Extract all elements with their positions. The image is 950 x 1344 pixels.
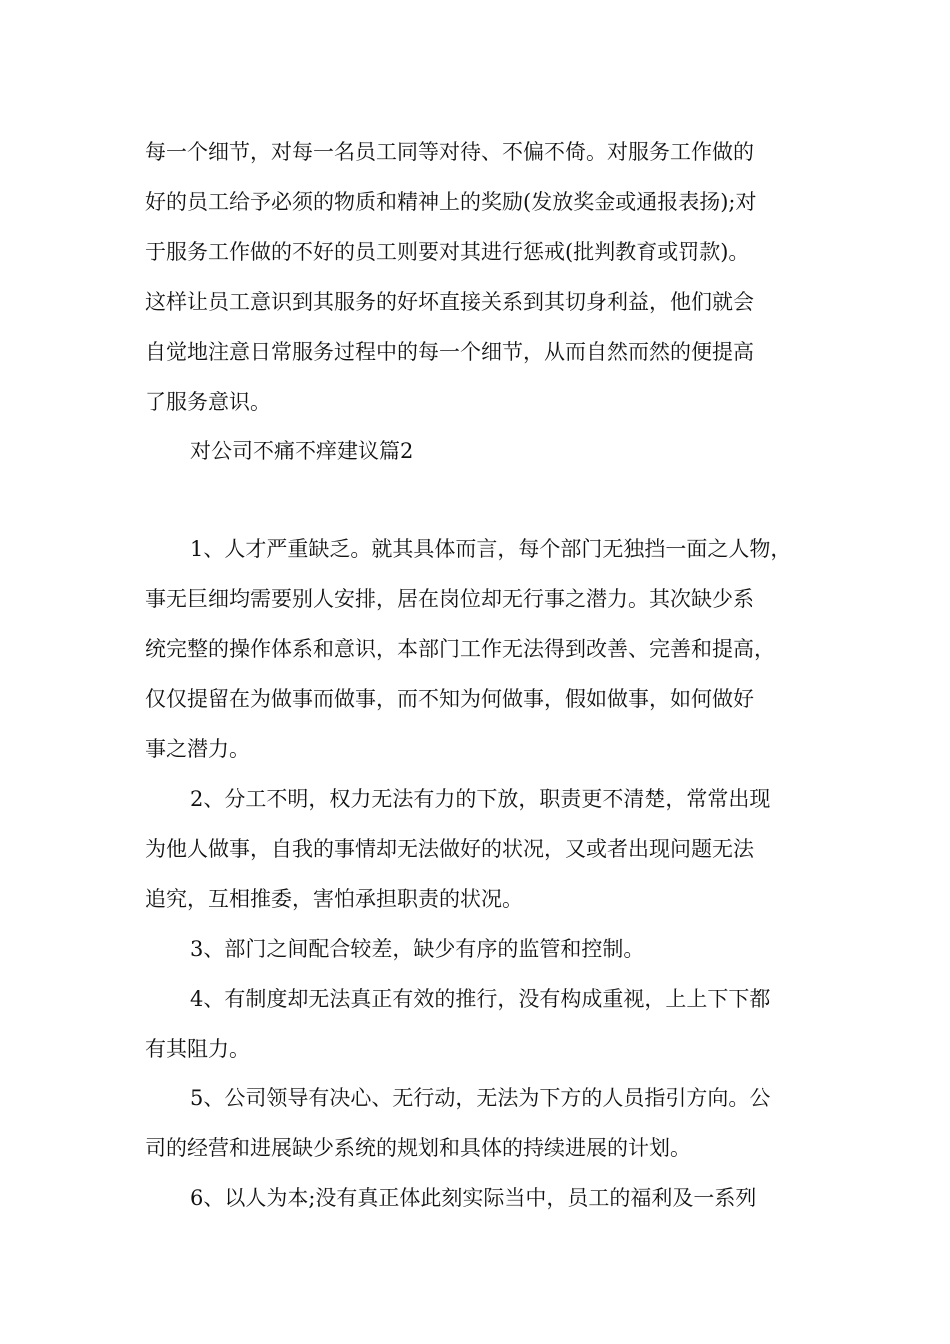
paragraph-line: 3、部门之间配合较差，缺少有序的监管和控制。 [190,937,645,961]
paragraph-line: 2、分工不明，权力无法有力的下放，职责更不清楚，常常出现 [190,787,771,811]
paragraph-line: 有其阻力。 [145,1037,250,1061]
paragraph-line: 统完整的操作体系和意识，本部门工作无法得到改善、完善和提高， [145,637,775,661]
paragraph-line: 事之潜力。 [145,737,250,761]
paragraph-line: 好的员工给予必须的物质和精神上的奖励(发放奖金或通报表扬);对 [145,190,757,214]
paragraph-line: 4、有制度却无法真正有效的推行，没有构成重视，上上下下都 [190,987,771,1011]
paragraph-line: 6、以人为本;没有真正体此刻实际当中，员工的福利及一系列 [190,1186,757,1210]
paragraph-line: 了服务意识。 [145,390,271,414]
paragraph-line: 每一个细节，对每一名员工同等对待、不偏不倚。对服务工作做的 [145,140,754,164]
paragraph-line: 事无巨细均需要别人安排，居在岗位却无行事之潜力。其次缺少系 [145,587,754,611]
paragraph-line: 仅仅提留在为做事而做事，而不知为何做事，假如做事，如何做好 [145,687,754,711]
section-heading: 对公司不痛不痒建议篇2 [190,439,414,463]
paragraph-line: 为他人做事，自我的事情却无法做好的状况，又或者出现问题无法 [145,837,754,861]
paragraph-line: 5、公司领导有决心、无行动，无法为下方的人员指引方向。公 [190,1086,771,1110]
paragraph-line: 这样让员工意识到其服务的好坏直接关系到其切身利益，他们就会 [145,290,754,314]
paragraph-line: 司的经营和进展缺少系统的规划和具体的持续进展的计划。 [145,1136,691,1160]
paragraph-line: 追究，互相推委，害怕承担职责的状况。 [145,887,523,911]
paragraph-line: 自觉地注意日常服务过程中的每一个细节，从而自然而然的便提高 [145,340,754,364]
paragraph-line: 于服务工作做的不好的员工则要对其进行惩戒(批判教育或罚款)。 [145,240,750,264]
paragraph-line: 1、人才严重缺乏。就其具体而言，每个部门无独挡一面之人物， [190,537,792,561]
